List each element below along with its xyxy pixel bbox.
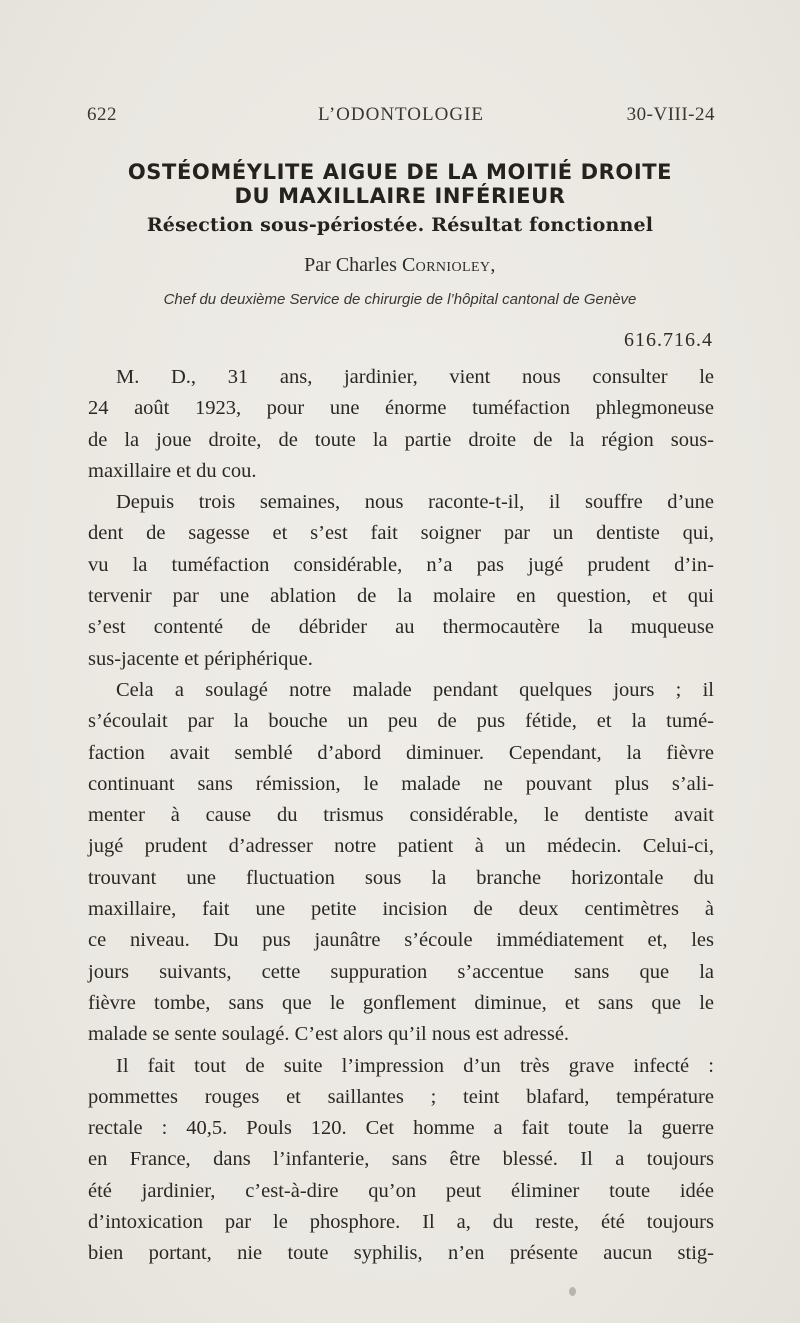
- article-title-line-2: DU MAXILLAIRE INFÉRIEUR: [234, 184, 566, 208]
- body-line: faction avait semblé d’abord diminuer. Cependant, la fièvre: [88, 741, 714, 764]
- body-line: fièvre tombe, sans que le gonflement diminue, et sans que le: [88, 991, 714, 1014]
- classification-number: 616.716.4: [624, 329, 713, 351]
- body-line: d’intoxication par le phosphore. Il a, du reste, été toujours: [88, 1211, 714, 1234]
- body-line: Il fait tout de suite l’impression d’un très grave infecté :: [116, 1054, 714, 1077]
- body-line: tervenir par une ablation de la molaire en question, et qui: [88, 585, 714, 608]
- body-line: jours suivants, cette suppuration s’accentue sans que la: [88, 960, 714, 983]
- page-number: 622: [87, 104, 117, 125]
- body-line: malade se sente soulagé. C’est alors qu’il nous est adressé.: [88, 1023, 570, 1046]
- article-title-line-1: OSTÉOMÉYLITE AIGUE DE LA MOITIÉ DROITE: [127, 160, 673, 184]
- paper-speck-mark: [569, 1287, 576, 1296]
- body-line: s’est contenté de débrider au thermocautère la muqueuse: [88, 616, 714, 639]
- issue-date: 30-VIII-24: [626, 104, 715, 125]
- journal-title: L’ODONTOLOGIE: [317, 104, 485, 125]
- running-header: [87, 104, 715, 128]
- byline-prefix: Par Charles: [304, 254, 402, 276]
- body-text: [88, 362, 714, 1270]
- body-line: sus-jacente et périphérique.: [88, 647, 313, 670]
- body-line: 24 août 1923, pour une énorme tuméfaction phlegmoneuse: [88, 397, 714, 420]
- byline: [60, 254, 740, 277]
- body-line: maxillaire, fait une petite incision de deux centimètres à: [88, 898, 714, 921]
- body-line: bien portant, nie toute syphilis, n’en présente aucun stig-: [88, 1242, 714, 1265]
- body-line: M. D., 31 ans, jardinier, vient nous consulter le: [116, 366, 714, 388]
- body-line: Depuis trois semaines, nous raconte-t-il, il souffre d’une: [116, 491, 714, 514]
- body-line: pommettes rouges et saillantes ; teint blafard, température: [88, 1085, 714, 1108]
- author-affiliation: Chef du deuxième Service de chirurgie de l’hôpital cantonal de Genève: [163, 291, 637, 308]
- body-line: continuant sans rémission, le malade ne pouvant plus s’ali-: [88, 772, 714, 795]
- body-line: Cela a soulagé notre malade pendant quelques jours ; il: [116, 678, 714, 701]
- body-line: s’écoulait par la bouche un peu de pus fétide, et la tumé-: [88, 710, 714, 733]
- body-line: vu la tuméfaction considérable, n’a pas jugé prudent d’in-: [88, 553, 714, 576]
- author-surname: Cornioley,: [401, 254, 496, 276]
- body-line: ce niveau. Du pus jaunâtre s’écoule immédiatement et, les: [88, 929, 714, 952]
- body-line: jugé prudent d’adresser notre patient à un médecin. Celui-ci,: [88, 835, 714, 858]
- body-line: menter à cause du trismus considérable, le dentiste avait: [88, 804, 714, 827]
- body-line: été jardinier, c’est-à-dire qu’on peut éliminer toute idée: [88, 1179, 714, 1202]
- body-line: trouvant une fluctuation sous la branche horizontale du: [88, 866, 714, 889]
- article-subtitle: Résection sous-périostée. Résultat fonctionnel: [146, 214, 654, 236]
- body-line: en France, dans l’infanterie, sans être blessé. Il a toujours: [88, 1148, 714, 1171]
- body-line: rectale : 40,5. Pouls 120. Cet homme a fait toute la guerre: [88, 1117, 714, 1140]
- body-line: maxillaire et du cou.: [88, 459, 257, 482]
- body-line: dent de sagesse et s’est fait soigner par un dentiste qui,: [88, 522, 714, 545]
- body-line: de la joue droite, de toute la partie droite de la région sous-: [88, 428, 714, 451]
